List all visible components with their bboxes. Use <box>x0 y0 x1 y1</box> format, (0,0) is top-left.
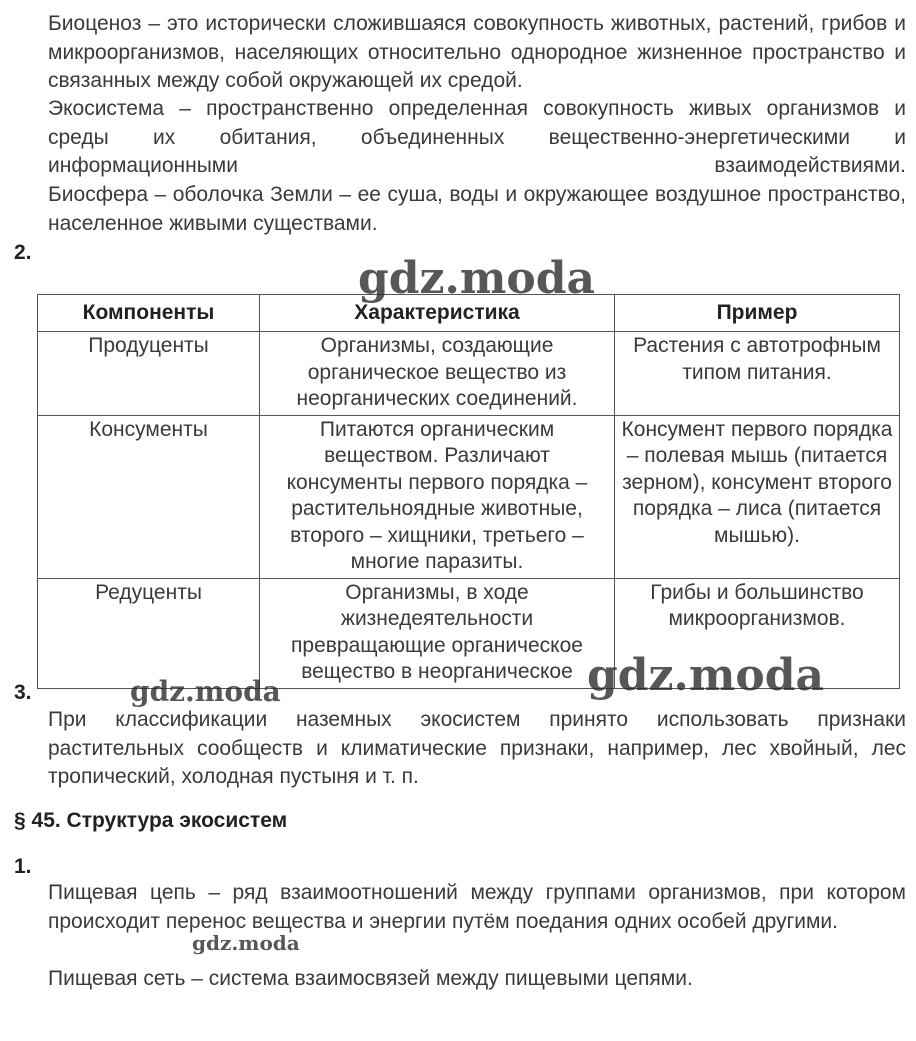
biosphere-definition: Биосфера – оболочка Земли – ее суша, воды и окружающее воздушное пространство, населенное живыми существами. <box>48 183 906 235</box>
watermark: gdz.moda <box>358 253 596 304</box>
table-header-row <box>38 295 900 332</box>
cell-component: Консументы <box>38 415 260 578</box>
biocenosis-definition: Биоценоз – это исторически сложившаяся совокупность животных, растений, грибов и микроорганизмов, населяющих относительно однородное жизненное пространство и связанных между собой окружающей их средой. <box>48 12 906 92</box>
cell-characteristic: Организмы, в ходе жизнедеятельности превращающие органическое вещество в неорганическое <box>260 578 615 688</box>
task-number-3: 3. <box>14 681 32 704</box>
header-example: Пример <box>615 295 900 332</box>
task-number-2: 2. <box>14 241 32 264</box>
header-components: Компоненты <box>38 295 260 332</box>
cell-example: Грибы и большинство микроорганизмов. <box>615 578 900 688</box>
ecosystem-definition: Экосистема – пространственно определенная совокупность живых организмов и среды их обитания, объединенных вещественно-энергетическими и информационными взаимодействиями. <box>48 97 906 177</box>
table-row <box>38 578 900 688</box>
cell-component: Редуценты <box>38 578 260 688</box>
header-characteristic: Характеристика <box>260 295 615 332</box>
task-number-1: 1. <box>14 855 32 878</box>
cell-component: Продуценты <box>38 332 260 416</box>
watermark: gdz.moda <box>587 650 825 701</box>
watermark: gdz.moda <box>130 675 281 708</box>
cell-characteristic: Организмы, создающие органическое вещество из неорганических соединений. <box>260 332 615 416</box>
ecosystem-components-table <box>37 294 900 689</box>
cell-characteristic: Питаются органическим веществом. Различают консументы первого порядка – растительноядные животные, второго – хищники, третьего – многие паразиты. <box>260 415 615 578</box>
table-row <box>38 415 900 578</box>
cell-example: Растения с автотрофным типом питания. <box>615 332 900 416</box>
cell-example: Консумент первого порядка – полевая мышь (питается зерном), консумент второго порядка – лиса (питается мышью). <box>615 415 900 578</box>
classification-text: При классификации наземных экосистем принято использовать признаки растительных сообществ и климатические признаки, например, лес хвойный, лес тропический, холодная пустыня и т. п. <box>48 708 906 788</box>
watermark: gdz.moda <box>192 931 300 955</box>
table-row <box>38 332 900 416</box>
food-chain-definition: Пищевая цепь – ряд взаимоотношений между группами организмов, при котором происходит перенос вещества и энергии путём поедания одних особей другими. <box>48 881 906 933</box>
section-heading: § 45. Структура экосистем <box>14 809 288 832</box>
food-web-definition: Пищевая сеть – система взаимосвязей между пищевыми цепями. <box>48 967 693 990</box>
